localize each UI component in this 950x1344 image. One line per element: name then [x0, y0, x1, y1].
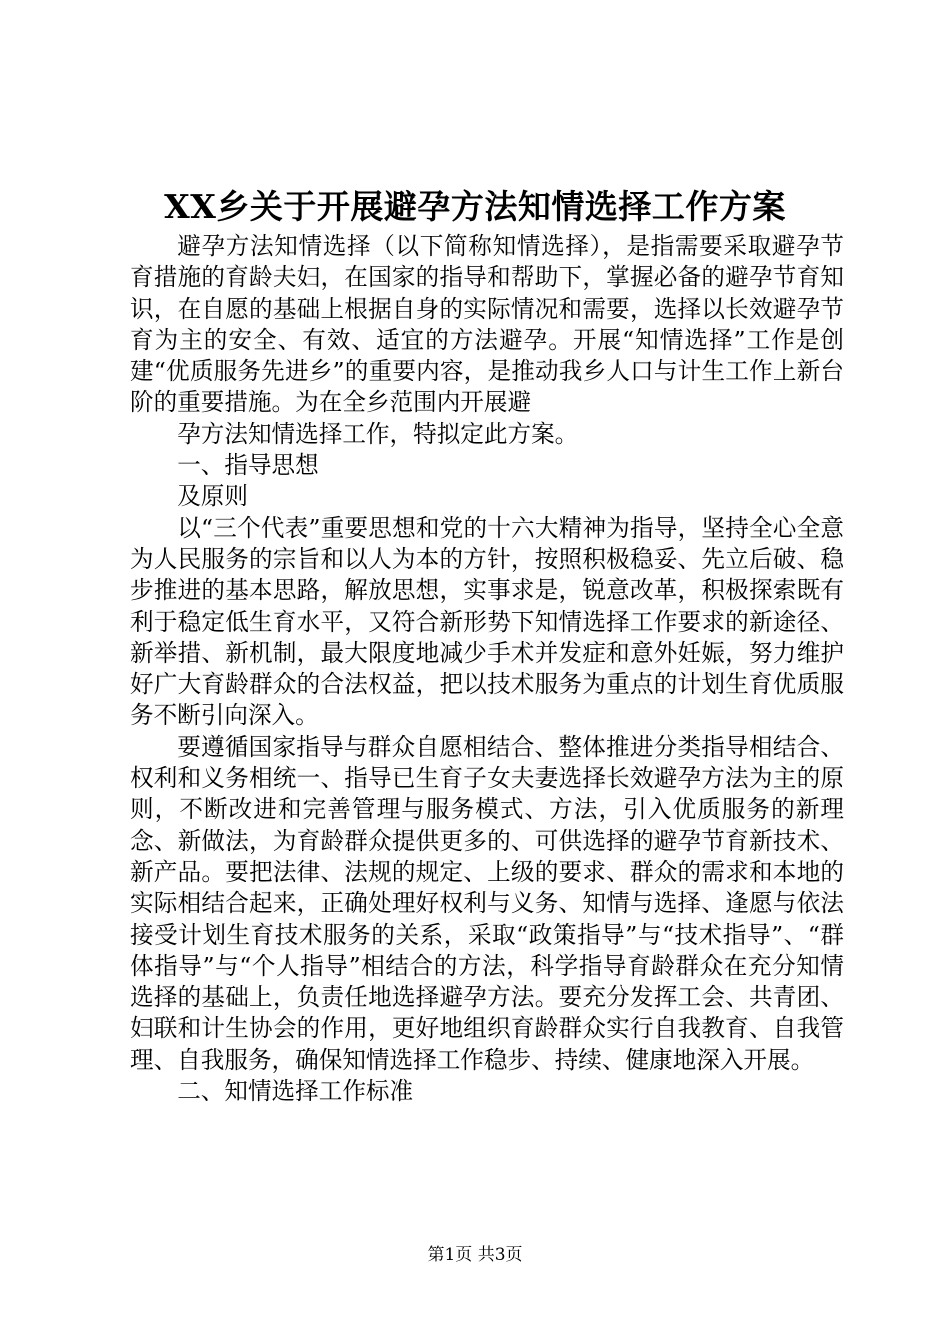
document-title: XX乡关于开展避孕方法知情选择工作方案 [164, 187, 786, 226]
paragraph-guiding-thought: 以“三个代表”重要思想和党的十六大精神为指导，坚持全心全意为人民服务的宗旨和以人为本的方针，按照积极稳妥、先立后破、稳步推进的基本思路，解放思想，实事求是，锐意改革，积极探索既有利于稳定低生育水平，又符合新形势下知情选择工作要求的新途径、新举措、新机制，最大限度地减少手术并发症和意外妊娠，努力维护好广大育龄群众的合法权益，把以技术服务为重点的计划生育优质服务不断引向深入。 [130, 513, 844, 730]
section-heading-2: 二、知情选择工作标准 [177, 1077, 414, 1106]
document-body [130, 231, 844, 1107]
paragraph-principles: 要遵循国家指导与群众自愿相结合、整体推进分类指导相结合、权利和义务相统一、指导已生育子女夫妻选择长效避孕方法为主的原则，不断改进和完善管理与服务模式、方法，引入优质服务的新理念、新做法，为育龄群众提供更多的、可供选择的避孕节育新技术、新产品。要把法律、法规的规定、上级的要求、群众的需求和本地的实际相结合起来，正确处理好权利与义务、知情与选择、逢愿与依法接受计划生育技术服务的关系，采取“政策指导”与“技术指导”、“群体指导”与“个人指导”相结合的方法，科学指导育龄群众在充分知情选择的基础上，负责任地选择避孕方法。要充分发挥工会、共青团、妇联和计生协会的作用，更好地组织育龄群众实行自我教育、自我管理、自我服务，确保知情选择工作稳步、持续、健康地深入开展。 [130, 732, 844, 1074]
page-footer: 第1页 共3页 [427, 1245, 523, 1265]
paragraph-intro: 避孕方法知情选择（以下简称知情选择），是指需要采取避孕节育措施的育龄夫妇，在国家的指导和帮助下，掌握必备的避孕节育知识，在自愿的基础上根据自身的实际情况和需要，选择以长效避孕节育为主的安全、有效、适宜的方法避孕。开展“知情选择”工作是创建“优质服务先进乡”的重要内容，是推动我乡人口与计生工作上新台阶的重要措施。为在全乡范围内开展避 [130, 232, 844, 417]
paragraph-intro-continued: 孕方法知情选择工作，特拟定此方案。 [177, 419, 579, 448]
section-heading-1: 一、指导思想 [177, 451, 319, 480]
section-heading-1-continued: 及原则 [177, 482, 248, 511]
